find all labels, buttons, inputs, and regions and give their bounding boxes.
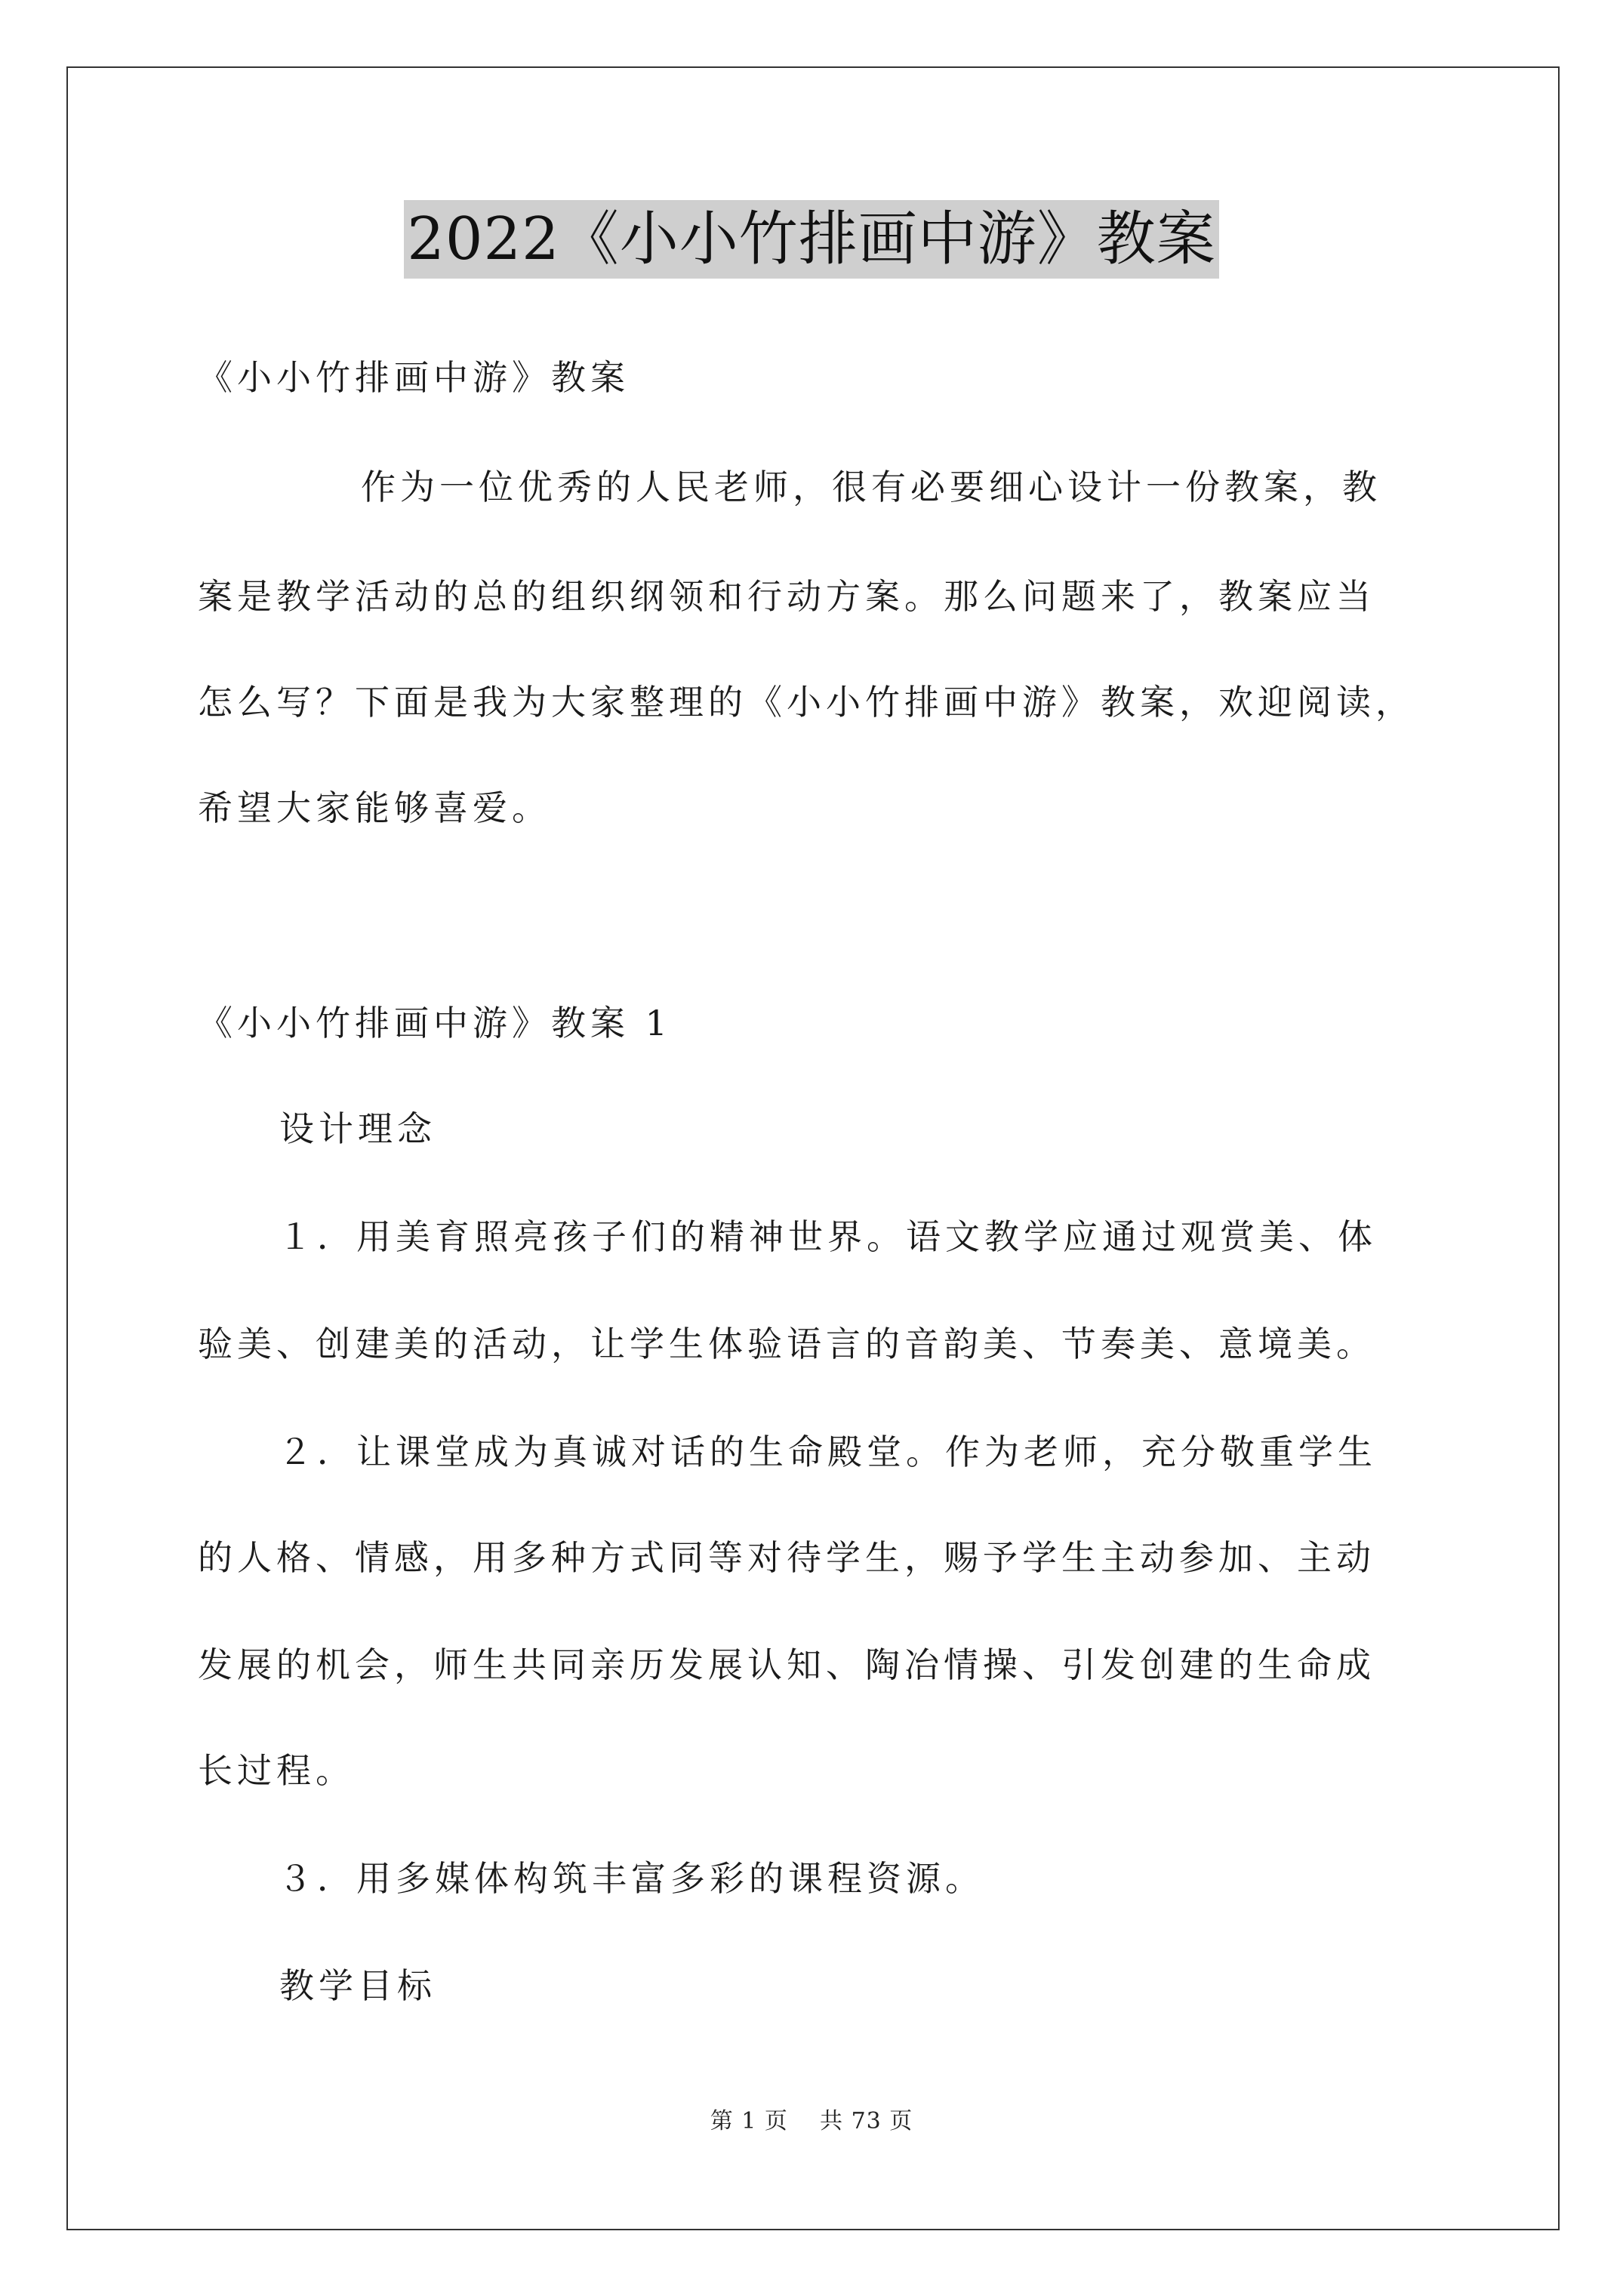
page-footer	[0, 2106, 1623, 2137]
point-2-line-2: 的人格、情感，用多种方式同等对待学生，赐予学生主动参加、主动	[198, 1537, 1375, 1578]
intro-line-3: 怎么写？下面是我为大家整理的《小小竹排画中游》教案，欢迎阅读，	[198, 682, 1415, 723]
point-1-line-1: １．用美育照亮孩子们的精神世界。语文教学应通过观赏美、体	[278, 1216, 1377, 1257]
point-2-line-3: 发展的机会，师生共同亲历发展认知、陶冶情操、引发创建的生命成	[198, 1644, 1375, 1685]
point-2-line-1: ２．让课堂成为真诚对话的生命殿堂。作为老师，充分敬重学生	[278, 1432, 1377, 1472]
point-2-line-4: 长过程。	[198, 1750, 355, 1791]
document-title: 2022《小小竹排画中游》教案	[404, 200, 1219, 279]
intro-line-1: 作为一位优秀的人民老师，很有必要细心设计一份教案，教	[361, 467, 1381, 507]
point-3-line-1: ３．用多媒体构筑丰富多彩的课程资源。	[278, 1858, 984, 1899]
point-1-line-2: 验美、创建美的活动，让学生体验语言的音韵美、节奏美、意境美。	[198, 1324, 1375, 1364]
page-number: 第 1 页	[710, 2108, 788, 2134]
doc-subtitle: 《小小竹排画中游》教案	[198, 357, 630, 398]
title-container	[0, 200, 1623, 279]
section-heading-1: 《小小竹排画中游》教案 1	[198, 1003, 672, 1043]
intro-line-2: 案是教学活动的总的组织纲领和行动方案。那么问题来了，教案应当	[198, 576, 1375, 617]
heading-design-concept: 设计理念	[279, 1108, 436, 1149]
heading-teaching-goals: 教学目标	[279, 1965, 436, 2006]
page-total: 共 73 页	[820, 2108, 913, 2134]
intro-line-4: 希望大家能够喜爱。	[198, 787, 551, 828]
